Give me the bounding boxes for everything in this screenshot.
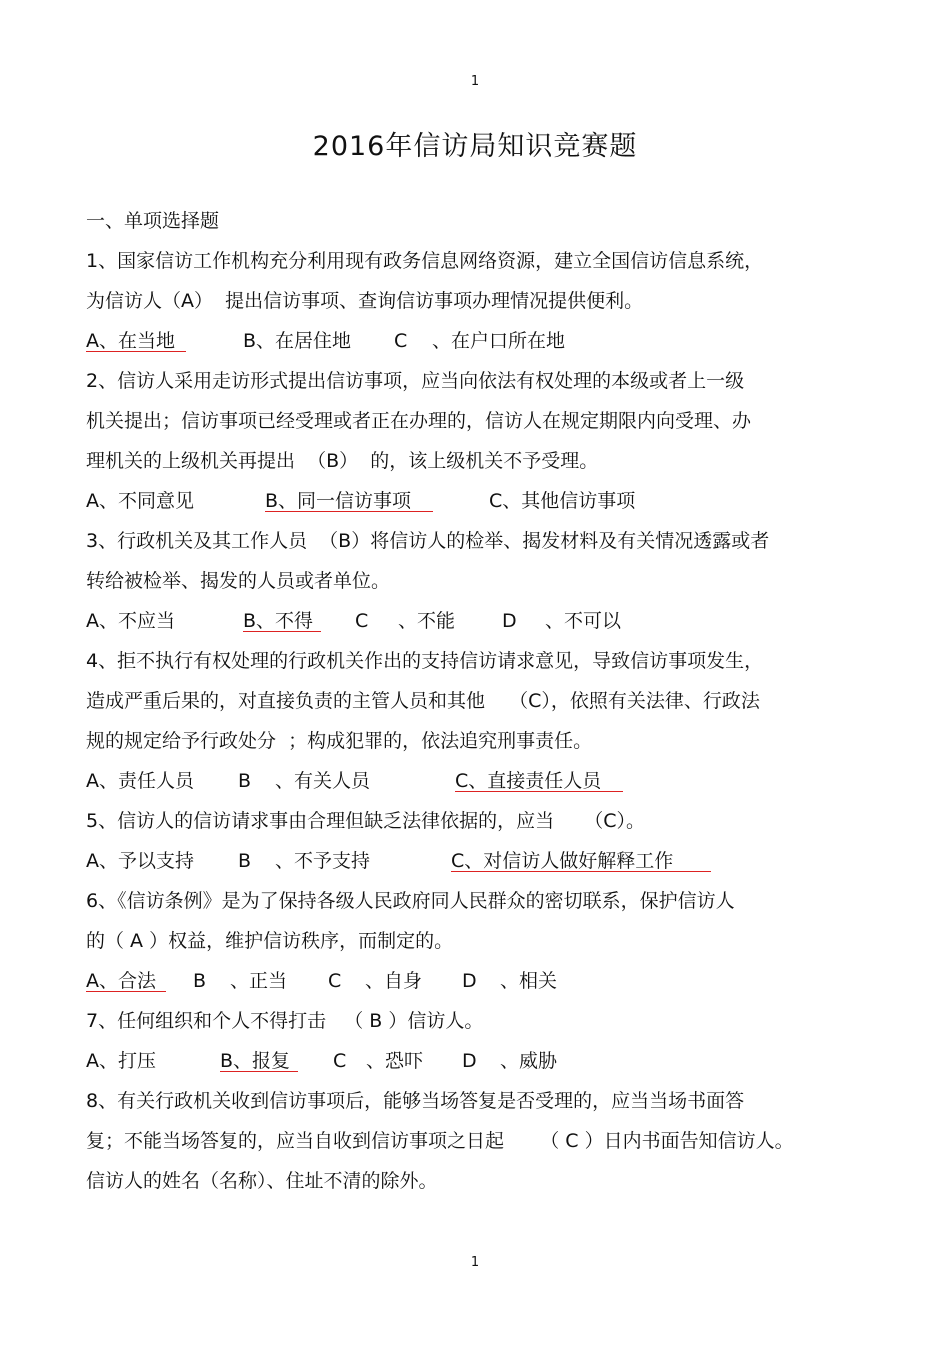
question-2-line-1: 2、信访人采用走访形式提出信访事项，应当向依法有权处理的本级或者上一级 [86,370,745,392]
question-8-line-1: 8、有关行政机关收到信访事项后，能够当场答复是否受理的，应当当场书面答 [86,1090,745,1112]
document-title: 2016年信访局知识竞赛题 [312,131,638,162]
q6-option-a: A、合法 [86,970,156,992]
q5-option-a: A、予以支持 [86,850,194,872]
q1-option-c-letter: C [394,330,408,352]
q4-answer-underline [455,791,623,792]
question-1-line-2: 为信访人（A） 提出信访事项、查询信访事项办理情况提供便利。 [86,290,644,312]
question-1-line-1: 1、国家信访工作机构充分利用现有政务信息网络资源，建立全国信访信息系统， [86,250,764,272]
q6-option-b-letter: B [193,970,207,992]
q5-option-c: C、对信访人做好解释工作 [451,850,674,872]
q6-answer-underline [86,991,166,992]
q5-option-b-text: 、不予支持 [275,850,371,872]
q5-option-b-letter: B [238,850,252,872]
question-6-line-1: 6、《信访条例》是为了保持各级人民政府同人民群众的密切联系，保护信访人 [86,890,735,912]
q1-option-b: B、在居住地 [243,330,352,352]
question-5-line-1: 5、信访人的信访请求事由合理但缺乏法律依据的，应当 （C）。 [86,810,646,832]
q3-option-b: B、不得 [243,610,314,632]
question-8-line-3: 信访人的姓名（名称）、住址不清的除外。 [86,1170,438,1192]
q4-option-b-letter: B [238,770,252,792]
q2-option-b: B、同一信访事项 [265,490,412,512]
q2-option-a: A、不同意见 [86,490,194,512]
q3-option-d-text: 、不可以 [545,610,622,632]
q6-option-d-text: 、相关 [500,970,558,992]
q3-option-a: A、不应当 [86,610,175,632]
q7-option-a: A、打压 [86,1050,156,1072]
question-2-line-3: 理机关的上级机关再提出 （B） 的，该上级机关不予受理。 [86,450,599,472]
q1-answer-underline [86,351,186,352]
q6-option-c-letter: C [328,970,342,992]
q4-option-a: A、责任人员 [86,770,194,792]
q1-option-a: A、在当地 [86,330,175,352]
question-4-line-1: 4、拒不执行有权处理的行政机关作出的支持信访请求意见，导致信访事项发生， [86,650,764,672]
page-number-bottom: 1 [470,1255,480,1270]
q7-option-d-text: 、威胁 [500,1050,558,1072]
question-2-line-2: 机关提出；信访事项已经受理或者正在办理的，信访人在规定期限内向受理、办 [86,410,752,432]
q7-answer-underline [220,1071,298,1072]
question-4-line-3: 规的规定给予行政处分 ；构成犯罪的，依法追究刑事责任。 [86,730,593,752]
question-8-line-2: 复；不能当场答复的，应当自收到信访事项之日起 （ C ）日内书面告知信访人。 [86,1130,794,1152]
q6-option-b-text: 、正当 [230,970,288,992]
question-6-line-2: 的（ A ）权益，维护信访秩序，而制定的。 [86,930,454,952]
q7-option-c-text: 、恐吓 [366,1050,424,1072]
q6-option-d-letter: D [462,970,477,992]
q2-answer-underline [265,511,433,512]
q4-option-b-text: 、有关人员 [275,770,371,792]
question-4-line-2: 造成严重后果的，对直接负责的主管人员和其他 （C），依照有关法律、行政法 [86,690,760,712]
q7-option-b: B、报复 [220,1050,291,1072]
q3-option-d-letter: D [502,610,517,632]
question-3-line-2: 转给被检举、揭发的人员或者单位。 [86,570,391,592]
q5-answer-underline [451,871,711,872]
question-3-line-1: 3、行政机关及其工作人员 （B）将信访人的检举、揭发材料及有关情况透露或者 [86,530,770,552]
q1-option-c-text: 、在户口所在地 [432,330,566,352]
q3-option-c-text: 、不能 [398,610,456,632]
q2-option-c: C、其他信访事项 [489,490,636,512]
q7-option-d-letter: D [462,1050,477,1072]
page-number-top: 1 [470,74,480,89]
section-heading: 一、单项选择题 [86,210,220,232]
q6-option-c-text: 、自身 [365,970,423,992]
q7-option-c-letter: C [333,1050,347,1072]
question-7-line-1: 7、任何组织和个人不得打击 （ B ）信访人。 [86,1010,484,1032]
q3-answer-underline [243,631,321,632]
q4-option-c: C、直接责任人员 [455,770,602,792]
q3-option-c-letter: C [355,610,369,632]
